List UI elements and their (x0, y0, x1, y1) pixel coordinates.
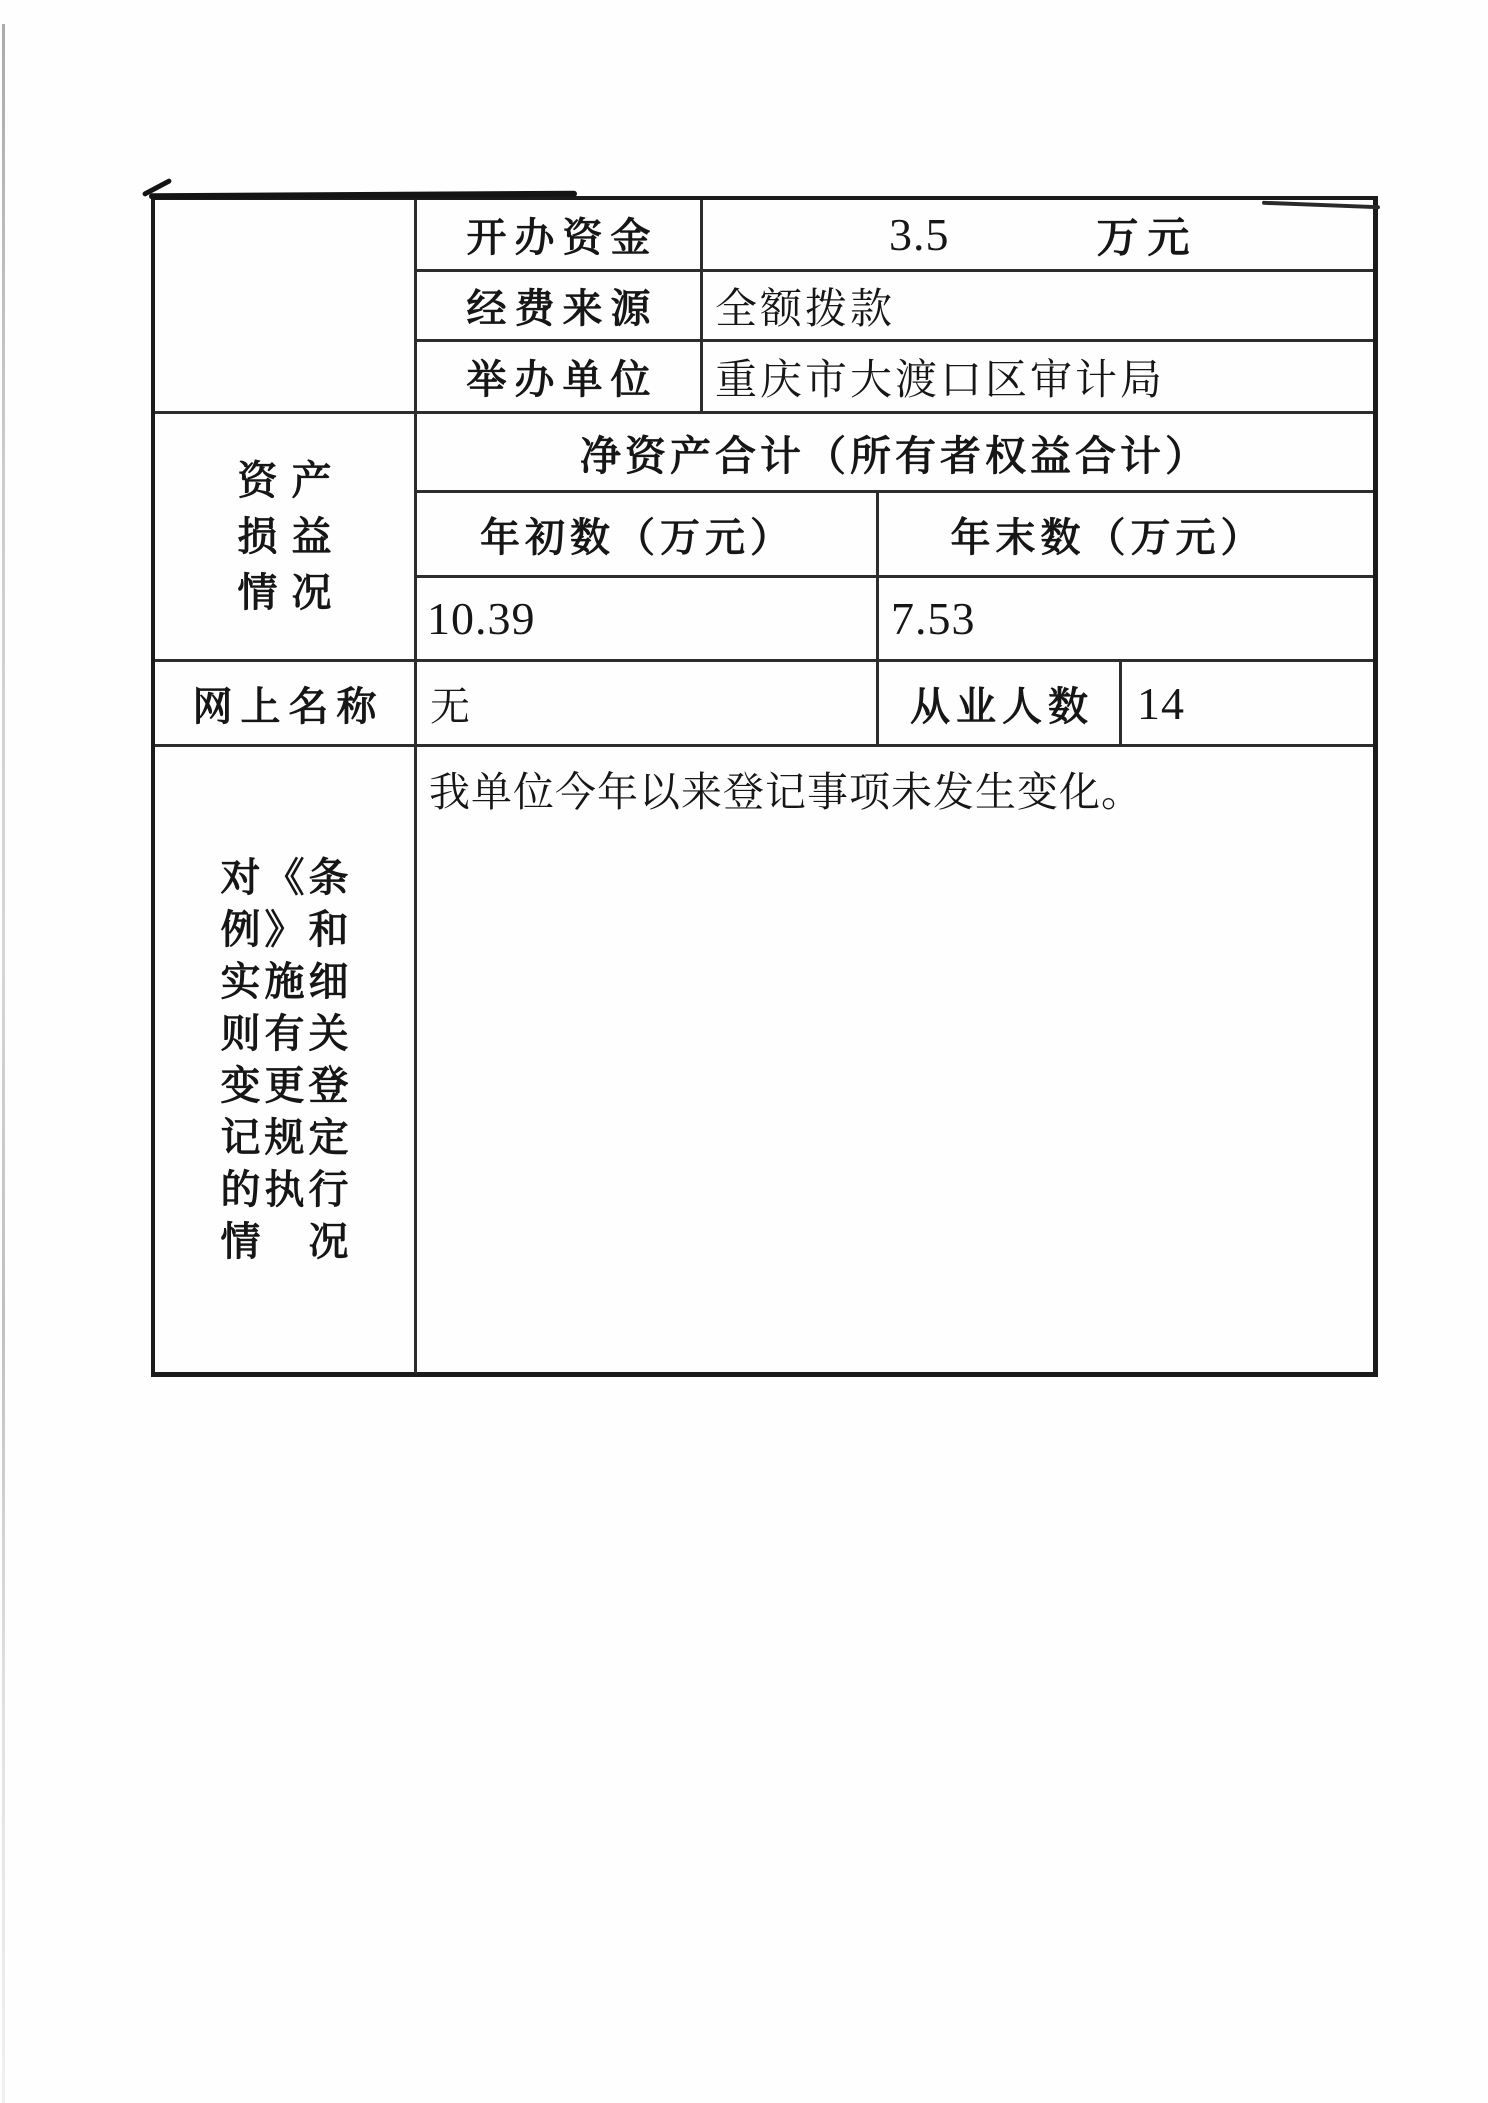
opening-funds-amount: 3.5 (889, 209, 950, 260)
funding-source-value: 全额拨款 (703, 272, 1373, 342)
regulation-label-line: 的执行 (220, 1167, 353, 1212)
opening-funds-unit: 万元 (1096, 215, 1199, 262)
year-end-header: 年末数（万元） (879, 493, 1373, 578)
net-assets-header: 净资产合计（所有者权益合计） (417, 414, 1373, 493)
online-name-value: 无 (417, 662, 879, 747)
year-start-header: 年初数（万元） (417, 493, 879, 578)
regulation-execution-row-label (155, 747, 417, 1373)
organizer-value: 重庆市大渡口区审计局 (703, 342, 1373, 414)
assets-label-line: 情况 (237, 569, 346, 615)
regulation-label-line: 情 况 (220, 1219, 353, 1264)
assets-label-line: 损益 (237, 513, 346, 559)
scan-edge-artifact (2, 24, 5, 2103)
regulation-label-line: 对《条 (220, 855, 353, 900)
regulation-label-line: 例》和 (220, 907, 353, 952)
opening-funds-label: 开办资金 (417, 200, 703, 272)
assets-profit-loss-row-label (155, 414, 417, 662)
empty-top-left-cell (155, 200, 417, 414)
staff-count-label: 从业人数 (879, 662, 1122, 747)
assets-label-line: 资产 (237, 457, 346, 503)
year-end-value: 7.53 (879, 578, 1373, 662)
regulation-label-line: 则有关 (220, 1011, 353, 1056)
regulation-label-line: 实施细 (220, 959, 353, 1004)
regulation-execution-value: 我单位今年以来登记事项未发生变化。 (429, 769, 1143, 815)
regulation-label-line: 变更登 (220, 1063, 353, 1108)
regulation-label-line: 记规定 (220, 1115, 353, 1160)
year-start-value: 10.39 (417, 578, 879, 662)
opening-funds-value-cell (703, 200, 1373, 272)
organizer-label: 举办单位 (417, 342, 703, 414)
online-name-label: 网上名称 (155, 662, 417, 747)
funding-source-label: 经费来源 (417, 272, 703, 342)
staff-count-value: 14 (1122, 662, 1373, 747)
annual-report-table (151, 196, 1378, 1377)
